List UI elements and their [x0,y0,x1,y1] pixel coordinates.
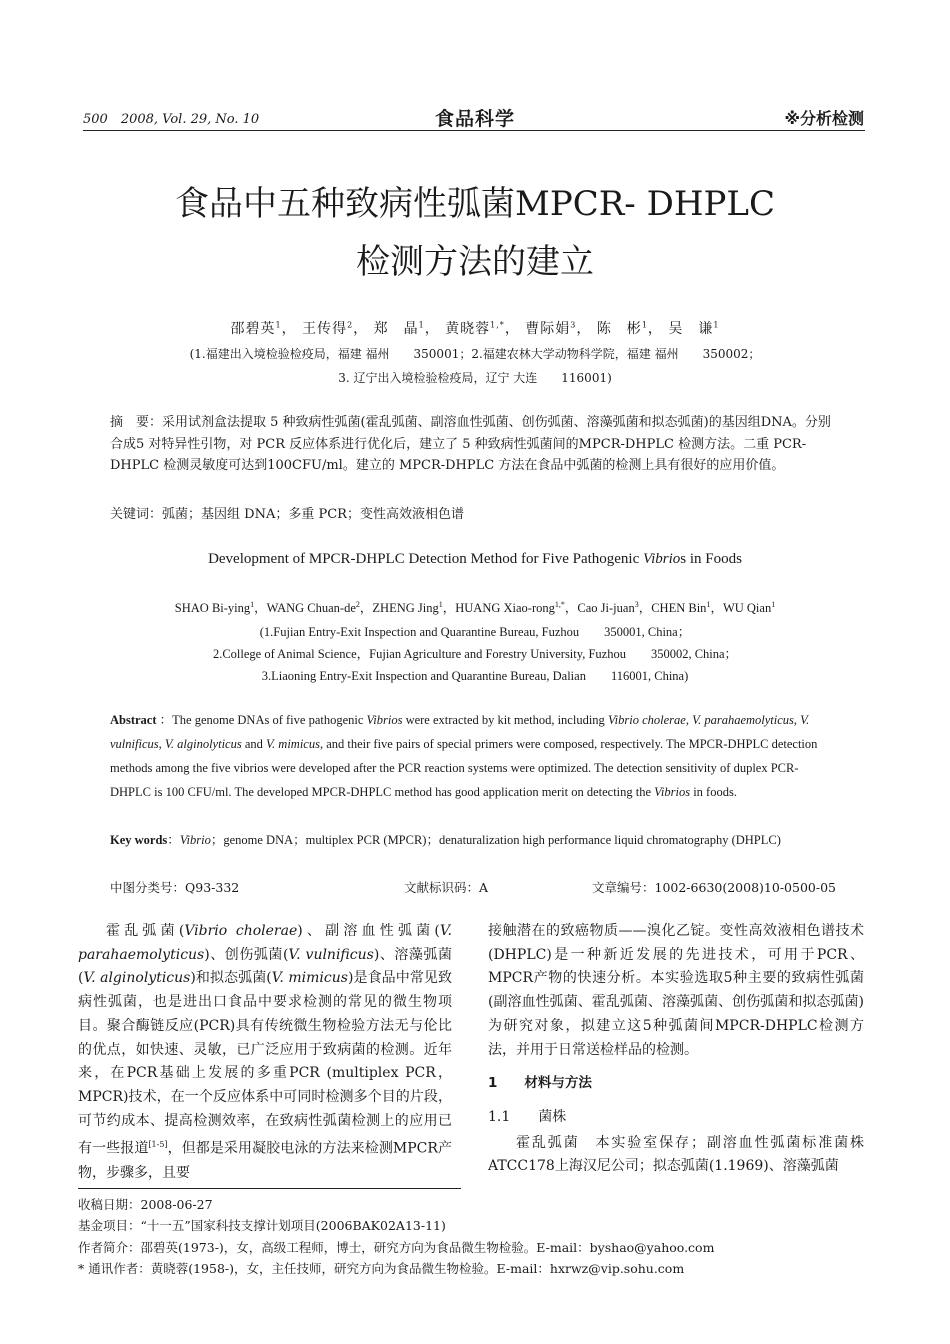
author-sup: 2 [347,320,354,330]
abstract-en-italic: Vibrio cholerae [607,713,686,727]
author-cn: 曹际娟 [525,321,571,337]
document-code: 文献标识码：A [404,880,489,895]
subsection-title: 菌株 [538,1108,567,1125]
abstract-en-sep: ： [159,713,173,727]
author-sup: 1 [418,320,425,330]
author-sup: 1,* [554,599,565,609]
abstract-en-text: , [685,713,693,727]
body-italic: Vibrio cholerae [184,923,298,939]
affiliation-en-line2: 2.College of Animal Science，Fujian Agriculture and Forestry University, Fuzhou 350002, China； [212,647,738,661]
section-label: ※分析检测 [784,109,864,128]
authors-en: SHAO Bi-ying$^1$，WANG Chuan-$de^2$，ZHENG Jing$^1$，HUANG Xiao-rong$^{1,*}$，Cao Ji-juan$^3$，CHEN Bin$^1$，WU Qian$^1$ [174,599,776,615]
keywords-en-italic: Vibrio [179,833,211,847]
affiliation-cn-line2: 3. 辽宁出入境检验检疫局，辽宁 大连 116001) [338,371,612,385]
body-text: )、副溶血性弧菌( [297,923,440,939]
author-sup: 1 [641,320,648,330]
author-sup: 1 [275,320,282,330]
body-text: )是食品中常见致病性弧菌，也是进出口食品中要求检测的常见的微生物项目。聚合酶链反应(PCR)具有传统微生物检验方法无与伦比的优点，如快速、灵敏，已广泛应用于致病菌的检测。近年来，在PCR基础上发展的多重PCR (multiplex PCR，MPCR)技术，在一个反应体系中可同时检测多个目的片段，可节约成本、提高检测效率，在致病性弧菌检测上的应用已有一些报道 [78,970,452,1157]
author-cn: 邵碧英 [230,321,276,337]
footnote-rule [78,1188,461,1189]
body-text: ，但都是采用凝胶电泳的方法来检测MPCR产物，步骤多，且要 [78,1140,452,1181]
author-sup: 1 [250,599,255,609]
affiliation-en-line1: (1.Fujian Entry-Exit Inspection and Quarantine Bureau, Fuzhou 350001, China； [259,625,691,639]
section-number: 1 [488,1075,498,1092]
body-italic: V. mimicus [271,970,348,987]
affiliation-cn-line1: (1.福建出入境检验检疫局，福建 福州 350001；2.福建农林大学动物科学院，福建 福州 350002； [189,347,761,361]
section-title: 材料与方法 [524,1075,592,1092]
body-italic: V. parahaemolyticus [78,923,452,963]
abstract-en-italic: V. vulnificus [110,713,810,751]
english-title-italic: Vibrio [643,551,681,567]
author-sup: 3 [570,320,577,330]
author-cn: 王传得 [302,321,348,337]
body-italic: V. alginolyticus [83,970,191,987]
keywords-en-sep: ： [167,833,180,847]
running-header-volume: 500 2008, Vol. 29, No. 10 [83,112,260,127]
journal-name: 食品科学 [434,108,515,130]
footnote-corresponding: * 通讯作者：黄晓蓉(1958-)，女，主任技师，研究方向为食品微生物检验。E-mail：hxrwz@vip.sohu.com [78,1261,685,1276]
abstract-cn-label: 摘 要： [110,415,163,430]
abstract-en-italic: V. alginolyticus [164,737,242,751]
subsection-heading [488,1106,864,1130]
author-en: Cao Ji-juan [577,601,635,615]
body-column-right [488,920,864,1179]
author-en: ZHENG Jing [372,601,439,615]
author-sup: 1 [706,599,711,609]
english-title-suffix: s in Foods [680,551,742,567]
author-en: SHAO Bi-ying [174,601,251,615]
body-text: 霍乱弧菌( [106,923,185,939]
author-sup: 1,* [490,320,505,330]
author-sup: 1 [771,599,776,609]
body-italic: V. vulnificus [288,946,374,963]
author-cn: 黄晓蓉 [445,321,491,337]
paper-title-line2: 检测方法的建立 [356,242,594,282]
author-cn: 陈 彬 [596,321,642,337]
author-sup: 1 [438,599,443,609]
abstract-en-text: and [241,737,267,751]
author-sup: 2 [355,599,360,609]
author-en: WU Qian [722,601,772,615]
abstract-en-italic: Vibrios [366,713,403,727]
abstract-en-italic: V. mimicus [266,737,320,751]
body-text: )、创伤弧菌( [204,946,289,963]
author-en: HUANG Xiao-rong [455,601,555,615]
keywords-en-text: ；genome DNA；multiplex PCR (MPCR)；denaturalization high performance liquid chromatography (DHPLC) [210,833,781,847]
keywords-cn-label: 关键词： [110,507,163,522]
author-en: CHEN Bin [651,601,707,615]
author-sup: 1 [713,320,720,330]
clc-number: 中图分类号：Q93-332 [110,880,240,895]
author-sup: 3 [634,599,639,609]
footnote-fund: 基金项目：“十一五”国家科技支撑计划项目(2006BAK02A13-11) [78,1218,446,1233]
author-cn: 吴 谦 [668,321,714,337]
english-title [0,551,950,568]
body-paragraph: 接触潜在的致癌物质——溴化乙锭。变性高效液相色谱技术(DHPLC)是一种新近发展的先进技术，可用于PCR、MPCR产物的快速分析。本实验选取5种主要的致病性弧菌(副溶血性弧菌、霍乱弧菌、溶藻弧菌、创伤弧菌和拟态弧菌)为研究对象，拟建立这5种弧菌间MPCR-DHPLC检测方法，并用于日常送检样品的检测。 [488,923,864,1058]
author-en: WANG Chuan-de [266,601,356,615]
article-number: 文章编号：1002-6630(2008)10-0500-05 [592,880,836,895]
body-text: )、溶藻弧菌( [78,946,452,987]
english-title-text: Development of MPCR-DHPLC Detection Method for Five Pathogenic [208,551,644,567]
affiliation-en-line3: 3.Liaoning Entry-Exit Inspection and Quarantine Bureau, Dalian 116001, China) [261,669,689,683]
section-heading [488,1072,864,1096]
header-rule [83,130,865,131]
abstract-en-label: Abstract [110,713,157,727]
abstract-en [110,708,832,804]
abstract-en-italic: V. parahaemolyticus [692,713,794,727]
authors-cn: 邵碧英$^1$， 王传得$^2$， 郑 晶$^1$， 黄晓蓉$^{1,*}$， 曹际娟$^3$， 陈 彬$^1$， 吴 谦$^1$ [230,320,720,337]
abstract-cn [110,412,840,477]
citation-ref: [1-5] [148,1140,168,1150]
paper-title-line1: 食品中五种致病性弧菌MPCR- DHPLC [175,184,775,224]
abstract-en-text: , [793,713,801,727]
footnote-received: 收稿日期：2008-06-27 [78,1197,213,1212]
keywords-en [110,828,832,852]
abstract-cn-text: 采用试剂盒法提取 5 种致病性弧菌(霍乱弧菌、副溶血性弧菌、创伤弧菌、溶藻弧菌和拟态弧菌)的基因组DNA。分别合成5 对特异性引物，对 PCR 反应体系进行优化后，建立了 5 种致病性弧菌间的MPCR-DHPLC 检测方法。二重 PCR-DHPLC 检测灵敏度可达到100CFU/ml。建立的 MPCR-DHPLC 方法在食品中弧菌的检测上具有很好的应用价值。 [110,415,831,473]
body-text: )和拟态弧菌( [190,970,272,987]
abstract-en-text: were extracted by kit method, including [402,713,608,727]
body-paragraph: 霍乱弧菌 本实验室保存；副溶血性弧菌标准菌株ATCC178上海汉尼公司；拟态弧菌(1.1969)、溶藻弧菌 [488,1134,864,1175]
footnote-author: 作者简介：邵碧英(1973-)，女，高级工程师，博士，研究方向为食品微生物检验。E-mail：byshao@yahoo.com [78,1240,715,1255]
keywords-en-label: Key words [110,833,168,847]
abstract-en-text: , [158,737,165,751]
keywords-cn-text: 弧菌；基因组 DNA；多重 PCR；变性高效液相色谱 [162,507,464,522]
body-column-left [78,920,452,1185]
abstract-en-text: The genome DNAs of five pathogenic [172,713,367,727]
abstract-en-text: in foods. [690,785,737,799]
author-cn: 郑 晶 [373,321,419,337]
body-paragraph [78,920,452,1185]
abstract-en-text: , and their five pairs of special primers were composed, respectively. The MPCR-DHPLC detection methods among the five vibrios were developed after the PCR reaction systems were optimized. The detection sensitivity of duplex PCR-DHPLC is 100 CFU/ml. The developed MPCR-DHPLC method has good application merit on detecting the [110,737,818,799]
keywords-cn [110,504,840,526]
subsection-number: 1.1 [488,1108,511,1125]
abstract-en-italic: Vibrios [654,785,691,799]
